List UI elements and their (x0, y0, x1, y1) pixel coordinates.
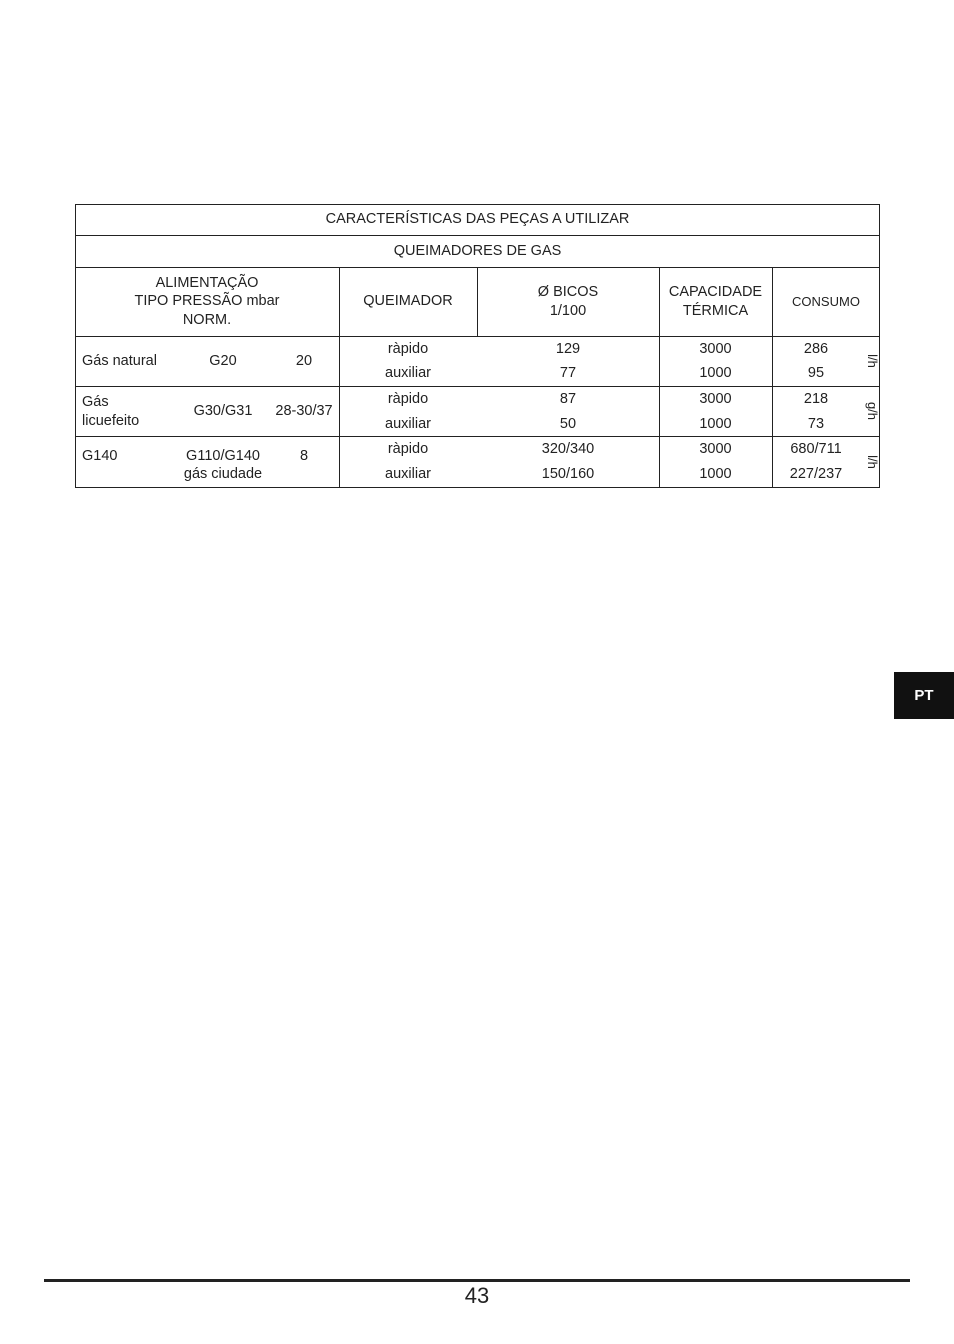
row3-consumption-1: 680/711 (790, 441, 842, 457)
row2-capacity-1: 3000 (699, 391, 732, 407)
row1-burner-1: ràpido (387, 341, 429, 357)
header-supply-line3: NORM. (182, 312, 232, 328)
header-capacity-line2: TÉRMICA (682, 303, 749, 319)
row3-unit: l/h (865, 455, 880, 469)
gas-parts-table (75, 204, 880, 488)
row2-consumption-2: 73 (807, 416, 825, 432)
row1-consumption-1: 286 (803, 341, 829, 357)
row1-capacity-2: 1000 (699, 365, 732, 381)
row1-nozzle-2: 77 (559, 365, 577, 381)
rule-row-2 (75, 436, 880, 437)
row3-nozzle-2: 150/160 (541, 466, 595, 482)
row1-consumption-2: 95 (807, 365, 825, 381)
row2-consumption-1: 218 (803, 391, 829, 407)
header-nozzle-line2: 1/100 (549, 303, 587, 319)
row3-burner-1: ràpido (387, 441, 429, 457)
header-burner: QUEIMADOR (363, 293, 453, 309)
table-title: CARACTERÍSTICAS DAS PEÇAS A UTILIZAR (325, 211, 630, 227)
row3-type-note: gás ciudade (183, 466, 263, 482)
rule-title (75, 235, 880, 236)
row3-capacity-1: 3000 (699, 441, 732, 457)
row3-type: G110/G140 (186, 448, 260, 464)
row2-burner-2: auxiliar (385, 416, 431, 432)
row2-unit: g/h (865, 401, 880, 421)
row2-gas-line2: licuefeito (82, 413, 140, 429)
row1-nozzle-1: 129 (555, 341, 581, 357)
row2-capacity-2: 1000 (699, 416, 732, 432)
row1-burner-2: auxiliar (385, 365, 431, 381)
row2-gas-line1: Gás (82, 394, 109, 410)
page-number: 43 (464, 1283, 490, 1308)
header-capacity-line1: CAPACIDADE (668, 284, 763, 300)
row3-gas: G140 (82, 448, 118, 464)
row2-nozzle-2: 50 (559, 416, 577, 432)
table-subtitle: QUEIMADORES DE GAS (393, 243, 562, 259)
row2-nozzle-1: 87 (559, 391, 577, 407)
row3-capacity-2: 1000 (699, 466, 732, 482)
header-supply-line1: ALIMENTAÇÃO (155, 275, 259, 291)
row1-unit: l/h (865, 354, 880, 368)
row3-burner-2: auxiliar (385, 466, 431, 482)
row2-type: G30/G31 (193, 403, 253, 419)
row1-pressure: 20 (295, 353, 313, 369)
row3-nozzle-1: 320/340 (541, 441, 595, 457)
row3-pressure: 8 (299, 448, 309, 464)
footer-rule (44, 1279, 910, 1282)
language-tab: PT (894, 672, 954, 719)
rule-row-1 (75, 386, 880, 387)
header-nozzle-line1: Ø BICOS (537, 284, 599, 300)
row2-burner-1: ràpido (387, 391, 429, 407)
row3-consumption-2: 227/237 (789, 466, 843, 482)
row2-pressure: 28-30/37 (275, 403, 333, 419)
row1-gas: Gás natural (82, 353, 157, 369)
header-supply-line2: TIPO PRESSÃO mbar (134, 293, 280, 309)
row1-type: G20 (209, 353, 237, 369)
row1-capacity-1: 3000 (699, 341, 732, 357)
header-consumption: CONSUMO (792, 294, 860, 309)
